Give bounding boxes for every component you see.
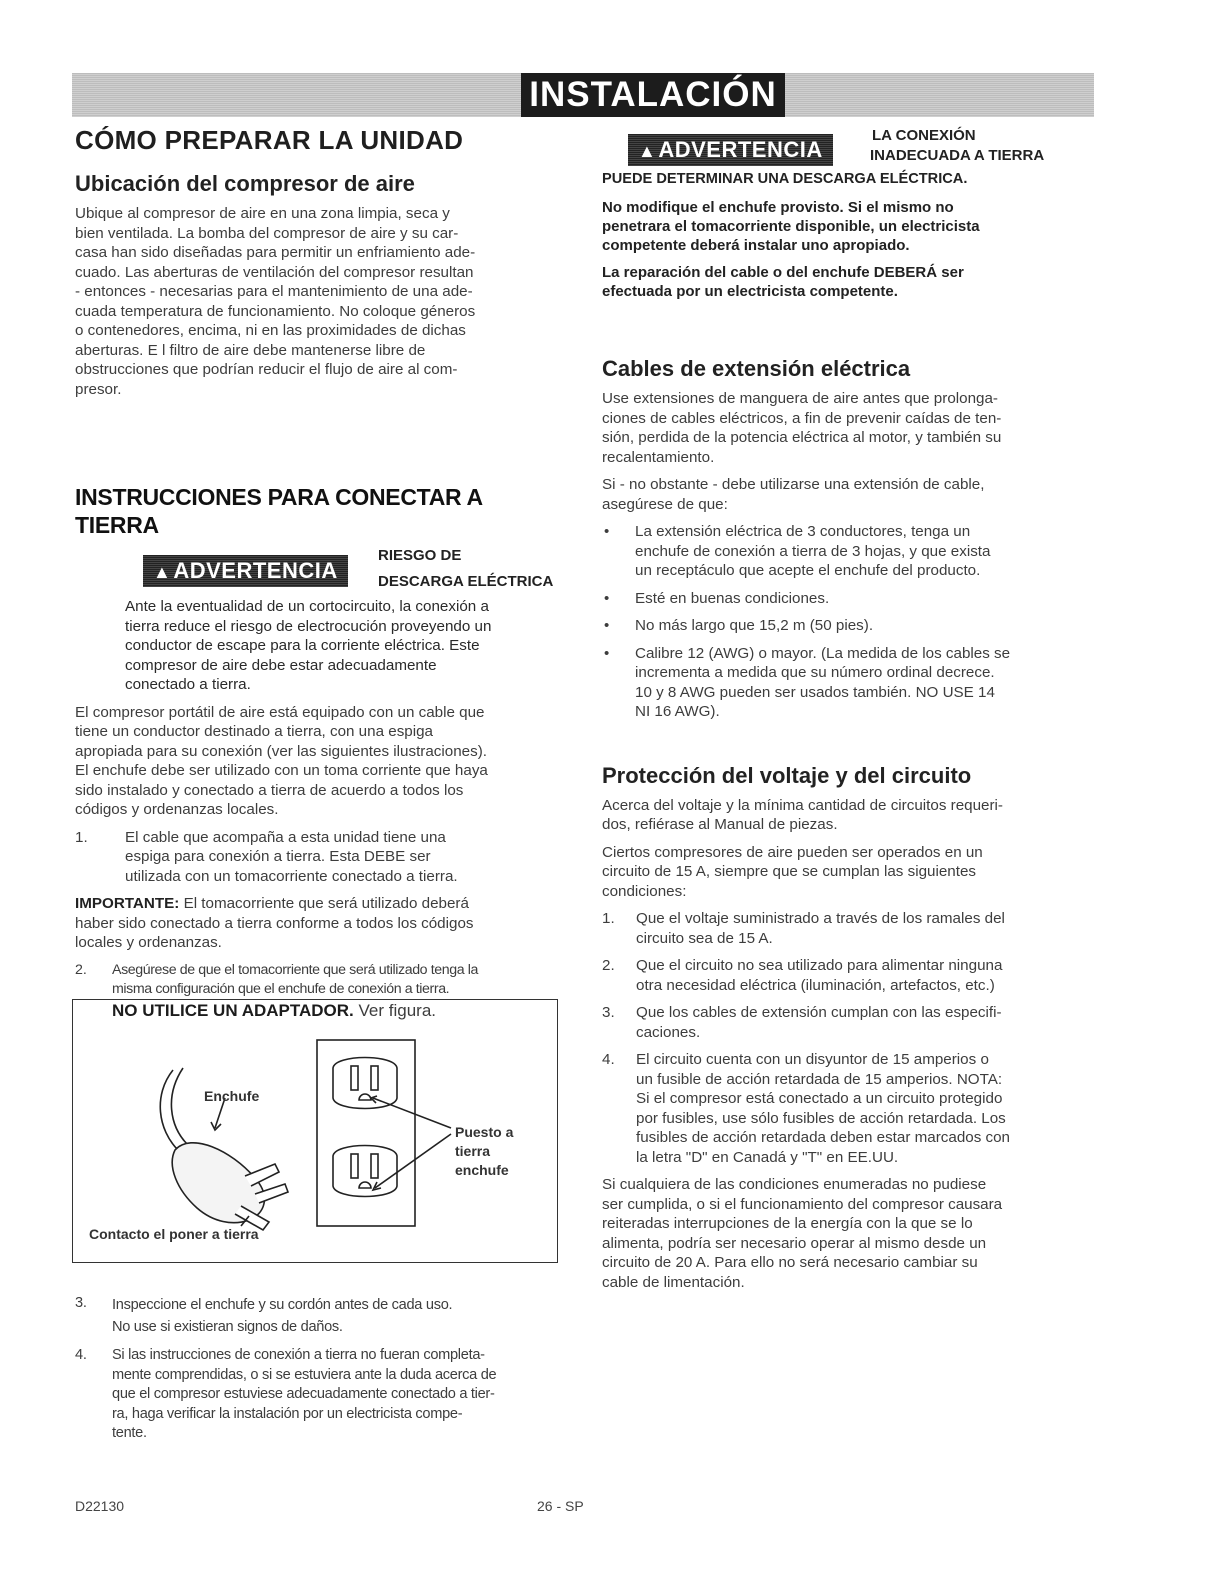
final-paragraph: Si cualquiera de las condiciones enumeradas no pudiese ser cumplida, o si el funcionamiento del compresor causara reiteradas interrupciones de la energía con la que se lo alimenta, podría ser necesario operar al mismo desde un circuito de 20 A. Para ello no será necesario cambiar su cable de limentación.: [602, 1176, 1003, 1291]
tierra-title: INSTRUCCIONES PARA CONECTAR A TIERRA: [75, 484, 483, 538]
list-item: • No más largo que 15,2 m (50 pies).: [604, 617, 874, 634]
ubicacion-paragraph: Ubique al compresor de aire en una zona limpia, seca y bien ventilada. La bomba del compresor de aire y su car- casa han sido diseñadas para permitir un enfriamiento ade- cuado. Las aberturas de ventilación del compresor resultan - entonces - necesarias para el mantenimiento de una ade- cuada temperatura de funcionamiento. No coloque géneros o contenedores, encima, ni en las proximidades de dichas aberturas. E l filtro de aire debe mantenerse libre de obstrucciones que podrían reducir el flujo de aire al com- presor.: [75, 205, 476, 398]
bullet-icon: •: [604, 617, 610, 634]
importante-label: IMPORTANTE:: [75, 895, 180, 912]
list-item-2: 2. Asegúrese de que el tomacorriente que será utilizado tenga la misma configuración que el enchufe de conexión a tierra. NO UTILICE UN ADAPTADOR. Ver figura.: [75, 961, 479, 1020]
right-column: [602, 124, 1097, 1292]
section-title: CÓMO PREPARAR LA UNIDAD: [75, 125, 464, 155]
list-item: 1. Que el voltaje suministrado a través de los ramales del circuito sea de 15 A.: [602, 910, 1005, 947]
warning-ground: [602, 124, 1097, 174]
proteccion-paragraph: Acerca del voltaje y la mínima cantidad de circuitos requeri- dos, refiérase al Manual de piezas.: [602, 796, 1003, 833]
list-item-3: 3. Inspeccione el enchufe y su cordón antes de cada uso. No use si existieran signos de daños.: [75, 1295, 453, 1335]
header-banner: [72, 73, 1094, 117]
banner-title: INSTALACIÓN: [521, 73, 785, 117]
portatil-paragraph: El compresor portátil de aire está equipado con un cable que tiene un conductor destinado a tierra, con una espiga apropiada para su conexión (ver las siguientes ilustraciones). El enchufe debe ser utilizado con un toma corriente que haya sido instalado y conectado a tierra de acuerdo a todos los códigos y ordenanzas locales.: [75, 703, 488, 818]
importante-paragraph: IMPORTANTE: El tomacorriente que será utilizado deberá haber sido conectado a tierra conforme a todos los códigos locales y ordenanzas.: [75, 895, 474, 951]
warning-right-para1: No modifique el enchufe provisto. Si el mismo no penetrara el tomacorriente disponible, un electricista competente deberá instalar uno apropiado.: [602, 199, 980, 254]
no-adaptador-text: NO UTILICE UN ADAPTADOR.: [112, 1000, 354, 1020]
left-column: [75, 124, 570, 1022]
warning-right-para2: La reparación del cable o del enchufe DEBERÁ ser efectuada por un electricista competente.: [602, 264, 964, 300]
footer-page-number: 26 - SP: [537, 1498, 584, 1514]
list-item: • Calibre 12 (AWG) o mayor. (La medida de los cables se incrementa a medida que su número ordinal decrece. 10 y 8 AWG pueden ser usados también. NO USE 14 NI 16 AWG).: [604, 644, 1011, 720]
figure-label-enchufe: Enchufe: [204, 1088, 260, 1104]
list-item: 2. Que el circuito no sea utilizado para alimentar ninguna otra necesidad eléctrica (iluminación, artefactos, etc.): [602, 957, 1003, 994]
bullet-icon: •: [604, 644, 610, 662]
warning-right-line2: INADECUADA A TIERRA: [870, 147, 1045, 164]
warning-paragraph: Ante la eventualidad de un cortocircuito, la conexión a tierra reduce el riesgo de electrocución proveyendo un conductor de escape para la corriente eléctrica. Este compresor de aire debe estar adecuadamente conectado a tierra.: [125, 598, 492, 693]
warning-badge-right: ▲ADVERTENCIA: [628, 134, 833, 166]
warning-right-line3: PUEDE DETERMINAR UNA DESCARGA ELÉCTRICA.: [602, 171, 968, 187]
figure-label-contacto: Contacto el poner a tierra: [89, 1226, 259, 1242]
conditions-list: [602, 909, 1097, 1167]
figure-label-puesto-2: tierra: [455, 1143, 491, 1159]
warning-badge: ▲ADVERTENCIA: [143, 555, 348, 587]
bullet-icon: •: [604, 589, 610, 607]
proteccion-title: Protección del voltaje y del circuito: [602, 762, 972, 788]
si-paragraph: Si - no obstante - debe utilizarse una extensión de cable, asegúrese de que:: [602, 476, 985, 513]
cables-title: Cables de extensión eléctrica: [602, 356, 911, 381]
footer-doc-id: D22130: [75, 1498, 125, 1514]
cable-requirements-list: [602, 522, 1097, 722]
list-item-1: 1. El cable que acompaña a esta unidad tiene una espiga para conexión a tierra. Esta DEBE ser utilizada con un tomacorriente conectado a tierra.: [75, 828, 458, 885]
warning-triangle-icon-right: ▲: [638, 141, 657, 161]
warning-right-line1: LA CONEXIÓN: [872, 127, 976, 144]
warning-title-line2: DESCARGA ELÉCTRICA: [378, 573, 554, 590]
list-item: 3. Que los cables de extensión cumplan con las especifi- caciones.: [602, 1004, 1002, 1041]
figure-label-puesto-1: Puesto a: [455, 1124, 514, 1140]
list-item: • Esté en buenas condiciones.: [604, 589, 830, 607]
bullet-icon: •: [604, 523, 610, 540]
warning-triangle-icon: ▲: [153, 562, 172, 582]
figure-label-puesto-3: enchufe: [455, 1162, 509, 1178]
warning-title-line1: RIESGO DE: [378, 547, 462, 564]
list-item: • La extensión eléctrica de 3 conductores, tenga un enchufe de conexión a tierra de 3 hojas, y que exista un receptáculo que acepte el enchufe del producto.: [604, 523, 991, 579]
list-item: 4. El circuito cuenta con un disyuntor de 15 amperios o un fusible de acción retardada de 15 amperios. NOTA: Si el compresor está conectado a un circuito protegido por fusibles, use sólo fusibles de acción retardada. Los fusibles de acción retardada deben estar marcados con la letra "D" en Canadá y "T" en EE.UU.: [602, 1051, 1011, 1166]
warning-shock: [75, 547, 570, 593]
left-lower-list: [75, 1294, 595, 1444]
ubicacion-title: Ubicación del compresor de aire: [75, 171, 415, 196]
cables-paragraph: Use extensiones de manguera de aire antes que prolonga- ciones de cables eléctricos, a fin de prevenir caídas de ten- sión, perdida de la potencia eléctrica al motor, y también su recalentamiento.: [602, 390, 1002, 466]
plug-outlet-figure: [72, 999, 558, 1263]
ciertos-paragraph: Ciertos compresores de aire pueden ser operados en un circuito de 15 A, siempre que se cumplan las siguientes condiciones:: [602, 843, 983, 900]
list-item-4: 4. Si las instrucciones de conexión a tierra no fueran completa- mente comprendidas, o si se estuviera ante la duda acerca de que el compresor estuviese adecuadamente conectado a tier- ra, haga verificar la instalación por un electricista compe- tente.: [75, 1347, 497, 1441]
